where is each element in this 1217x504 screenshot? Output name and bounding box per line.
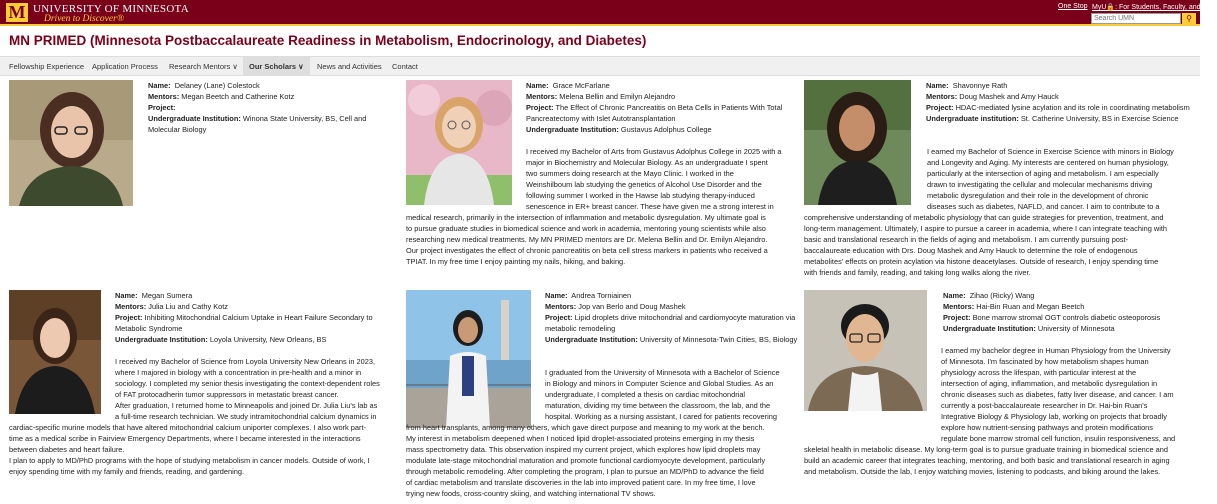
scholar-mentors: Megan Beetch and Catherine Kotz	[181, 92, 295, 101]
bio-line: metabolites' effects on protein acylation via histone deacetylases. Outside of research, I enjoy spending time	[804, 257, 1159, 266]
nav-our-scholars[interactable]: Our Scholars ∨	[243, 57, 310, 76]
name-label: Name:	[943, 291, 966, 300]
scholar-info-shavonnye	[926, 80, 1196, 124]
bio-line: researching new medical treatments. My MN PRIMED mentors are Dr. Melena Bellin and Dr. Emilyn Alejandro.	[406, 235, 768, 244]
bio-line: basic and translational research in the fields of aging and metabolism. I am currently pursuing post-	[804, 235, 1129, 244]
bio-line: metabolic dysregulation and their role in the development of chronic	[927, 191, 1149, 200]
bio-line: long-term management. Ultimately, I aspire to pursue a career in academia, where I can integrate teaching with	[804, 224, 1168, 233]
university-tagline: Driven to Discover®	[44, 14, 125, 24]
scholar-info-megan	[115, 290, 395, 345]
scholar-name: Zihao (Ricky) Wang	[969, 291, 1035, 300]
bio-line: Weinshilboum lab studying the genetics of Alcohol Use Disorder and the	[526, 180, 762, 189]
bio-line: chronic diseases such as diabetes, fatty liver disease, and cancer. I am	[941, 390, 1174, 399]
project-label: Project:	[148, 103, 176, 112]
scholar-photo-delaney	[9, 80, 133, 206]
bio-line: Integrative Biology & Physiology lab, working on projects that broadly	[941, 412, 1167, 421]
bio-line: My interest in metabolism deepened when I noticed lipid droplet-associated proteins emerging in my thesis	[406, 434, 755, 443]
search-input[interactable]	[1091, 13, 1181, 24]
scholar-institution: University of Minnesota	[1037, 324, 1115, 333]
bio-line: of FAT protocadherin tumor suppressors in metastatic breast cancer.	[115, 390, 339, 399]
bio-line: and Longevity and Aging. My interests are centered on human physiology,	[927, 158, 1169, 167]
scholar-project: Bone marrow stromal OGT controls diabetic osteoporosis	[972, 313, 1161, 322]
bio-line: of Minnesota. I'm fascinated by how metabolism shapes human	[941, 357, 1149, 366]
institution-label: Undergraduate Institution:	[545, 335, 638, 344]
scholar-info-grace	[526, 80, 796, 135]
bio-line: currently a post-baccalaureate researcher in Dr. Hai-bin Ruan's	[941, 401, 1148, 410]
scholar-institution: University of Minnesota-Twin Cities, BS, Biology	[639, 335, 798, 344]
bio-line: I received my Bachelor of Science from Loyola University New Orleans in 2023,	[115, 357, 376, 366]
scholar-name: Grace McFarlane	[552, 81, 610, 90]
mentors-label: Mentors:	[526, 92, 558, 101]
bio-line: and metabolism. Outside the lab, I enjoy watching movies, listening to podcasts, and biking around the lakes.	[804, 467, 1161, 476]
bio-line: major in Biochemistry and Molecular Biology. As an undergraduate I spent	[526, 158, 768, 167]
scholar-info-delaney	[148, 80, 388, 135]
bio-line: trying new foods, cross-country skiing, and watching international TV shows.	[406, 489, 656, 498]
scholar-mentors: Jop van Berlo and Doug Mashek	[578, 302, 686, 311]
one-stop-link[interactable]: One Stop	[1058, 3, 1088, 10]
bio-line: modulate late-stage mitochondrial maturation and promote functional cardiomyocyte development, particularly	[406, 456, 766, 465]
scholar-project: The Effect of Chronic Pancreatitis on Beta Cells in Patients With Total Pancreatectomy with Islet Autotransplantation	[526, 103, 783, 123]
scholar-info-andrea	[545, 290, 800, 345]
scholar-mentors: Doug Mashek and Amy Hauck	[959, 92, 1059, 101]
bio-line: drawn to investigating the cellular and molecular mechanisms driving	[927, 180, 1153, 189]
mentors-label: Mentors:	[545, 302, 577, 311]
scholar-project: HDAC-mediated lysine acylation and its role in coordinating metabolism	[955, 103, 1190, 112]
bio-line: two summers doing research at the Mayo Clinic. I worked in the	[526, 169, 734, 178]
bio-line: between diabetes and heart failure.	[9, 445, 125, 454]
bio-line: in Biology and minors in Computer Science and Global Studies. As an	[545, 379, 774, 388]
bio-line: time as a medical scribe in Fairview Emergency Departments, where I became interested in the interactions	[9, 434, 361, 443]
search-icon[interactable]: ⚲	[1182, 13, 1196, 24]
bio-line: After graduation, I returned home to Minneapolis and joined Dr. Julia Liu's lab as	[115, 401, 378, 410]
name-label: Name:	[526, 81, 549, 90]
scholar-institution: St. Catherine University, BS in Exercise Science	[1020, 114, 1179, 123]
bio-line: comprehensive understanding of metabolic physiology that can guide strategies for prevention, treatment, and	[804, 213, 1164, 222]
institution-label: Undergraduate Institution:	[148, 114, 241, 123]
nav-application-process[interactable]: Application Process	[92, 62, 158, 71]
bio-line: where I majored in biology with a concentration in pre-health and a minor in	[115, 368, 362, 377]
bio-line: to pursue graduate studies in biomedical science and work in academia, mentoring young scientists while also	[406, 224, 766, 233]
bio-line: particularly at the intersection of aging and metabolism. I am especially	[927, 169, 1159, 178]
bio-line: a full-time research technician. We study intramitochondrial calcium dynamics in	[115, 412, 377, 421]
scholar-mentors: Hai-Bin Ruan and Megan Beetch	[976, 302, 1085, 311]
bio-line: I received my Bachelor of Arts from Gustavus Adolphus College in 2025 with a	[526, 147, 782, 156]
scholar-bio-zihao	[804, 345, 1198, 477]
institution-label: Undergraduate institution:	[926, 114, 1019, 123]
scholar-mentors: Julia Liu and Cathy Kotz	[148, 302, 228, 311]
bio-line: I earned my Bachelor of Science in Exercise Science with minors in Biology	[927, 147, 1174, 156]
bio-line: sociology. I completed my senior thesis investigating the context-dependent roles	[115, 379, 380, 388]
project-label: Project:	[115, 313, 143, 322]
institution-label: Undergraduate Institution:	[526, 125, 619, 134]
university-header-bar	[0, 0, 1217, 26]
scholar-bio-grace	[406, 146, 800, 267]
bio-line: baccalaureate education with Drs. Doug Mashek and Amy Hauck to determine the role of endogenous	[804, 246, 1138, 255]
bio-line: intersection of aging, inflammation, and metabolic dysregulation in	[941, 379, 1158, 388]
myu-link[interactable]: MyU🔒: For Students, Faculty, and Staff	[1092, 4, 1217, 11]
scholar-mentors: Melena Bellin and Emilyn Alejandro	[559, 92, 676, 101]
bio-line: diseases such as diabetes, NAFLD, and cancer. I aim to contribute to a	[927, 202, 1160, 211]
bio-line: mass spectrometry data. This observation inspired my current project, which explores how lipid droplets may	[406, 445, 761, 454]
bio-line: senescence in ER+ breast cancer. These have given me a strong interest in	[526, 202, 774, 211]
page-title: MN PRIMED (Minnesota Postbaccalaureate Readiness in Metabolism, Endocrinology, and Diabetes)	[9, 33, 647, 48]
mentors-label: Mentors:	[148, 92, 180, 101]
scholar-info-zihao	[943, 290, 1198, 334]
scholar-institution: Gustavus Adolphus College	[620, 125, 712, 134]
bio-line: TPIAT. In my free time I enjoy painting my nails, hiking, and baking.	[406, 257, 626, 266]
bio-line: from heart transplants, among many others, which gave direct purpose and meaning to my work at the bench.	[406, 423, 765, 432]
bio-line: Our project investigates the effect of chronic pancreatitis on beta cell stress markers in patients who received a	[406, 246, 768, 255]
institution-label: Undergraduate Institution:	[943, 324, 1036, 333]
bio-line: physiology across the lifespan, with particular interest at the	[941, 368, 1137, 377]
scholar-bio-andrea	[406, 367, 800, 499]
project-label: Project:	[526, 103, 554, 112]
nav-news-and-activities[interactable]: News and Activities	[317, 62, 382, 71]
mentors-label: Mentors:	[115, 302, 147, 311]
university-name[interactable]: UNIVERSITY OF MINNESOTA	[33, 3, 189, 15]
bio-line: skeletal health in metabolic disease. My long-term goal is to pursue graduate training in biomedical science and	[804, 445, 1168, 454]
bio-line: of cardiac metabolism and translate discoveries in the lab into improved patient care. In my free time, I love	[406, 478, 756, 487]
name-label: Name:	[115, 291, 138, 300]
institution-label: Undergraduate Institution:	[115, 335, 208, 344]
bio-line: enjoy spending time with my family and friends, reading, and gardening.	[9, 467, 244, 476]
scholar-bio-shavonnye	[804, 146, 1198, 278]
bio-line: undergraduate, I completed a thesis on cardiac mitochondrial	[545, 390, 746, 399]
name-label: Name:	[926, 81, 949, 90]
nav-research-mentors[interactable]: Research Mentors ∨	[169, 62, 238, 71]
scholar-project: Inhibiting Mitochondrial Calcium Uptake in Heart Failure Secondary to Metabolic Syndrome	[115, 313, 373, 333]
scholar-bio-megan	[9, 356, 401, 477]
bio-line: with friends and family, reading, and taking long walks along the river.	[804, 268, 1031, 277]
bio-line: hospital. Working as a nursing assistant, I cared for patients recovering	[545, 412, 777, 421]
scholar-name: Andrea Torniainen	[571, 291, 632, 300]
scholar-name: Delaney (Lane) Colestock	[174, 81, 260, 90]
scholar-institution: Loyola University, New Orleans, BS	[209, 335, 327, 344]
bio-line: following summer I worked in the Hawse lab studying therapy-induced	[526, 191, 755, 200]
scholar-institution: Winona State University, BS, Cell and Molecular Biology	[148, 114, 367, 134]
bio-line: regulate bone marrow stromal cell function, insulin responsiveness, and	[941, 434, 1176, 443]
scholar-name: Megan Sumera	[141, 291, 193, 300]
nav-fellowship-experience[interactable]: Fellowship Experience	[9, 62, 85, 71]
project-label: Project:	[943, 313, 971, 322]
bio-line: through metabolic remodeling. After completing the program, I plan to pursue an MD/PhD to advance the field	[406, 467, 764, 476]
scholar-name: Shavonnye Rath	[952, 81, 1008, 90]
nav-contact[interactable]: Contact	[392, 62, 418, 71]
bio-line: I plan to apply to MD/PhD programs with the hope of studying metabolism in cancer models. Outside of work, I	[9, 456, 370, 465]
main-navigation	[0, 56, 1200, 76]
name-label: Name:	[545, 291, 568, 300]
project-label: Project:	[545, 313, 573, 322]
mentors-label: Mentors:	[943, 302, 975, 311]
bio-line: medical research, primarily in the intersection of inflammation and metabolic dysregulation. My ultimate goal is	[406, 213, 766, 222]
bio-line: build an academic career that integrates teaching, mentoring, and both basic and translational research in aging	[804, 456, 1170, 465]
bio-line: cardiac-specific murine models that have altered mitochondrial calcium uniporter complexes. I also work part-	[9, 423, 366, 432]
bio-line: I graduated from the University of Minnesota with a Bachelor of Science	[545, 368, 780, 377]
bio-line: maturation, dividing my time between the classroom, the lab, and the	[545, 401, 771, 410]
bio-line: explore how nutrient-sensing pathways and protein modifications	[941, 423, 1153, 432]
scholar-project: Lipid droplets drive mitochondrial and cardiomyocyte maturation via metabolic remodeling	[545, 313, 796, 333]
project-label: Project:	[926, 103, 954, 112]
bio-line: I earned my bachelor degree in Human Physiology from the University	[941, 346, 1171, 355]
university-logo[interactable]: M	[6, 3, 28, 22]
name-label: Name:	[148, 81, 171, 90]
mentors-label: Mentors:	[926, 92, 958, 101]
